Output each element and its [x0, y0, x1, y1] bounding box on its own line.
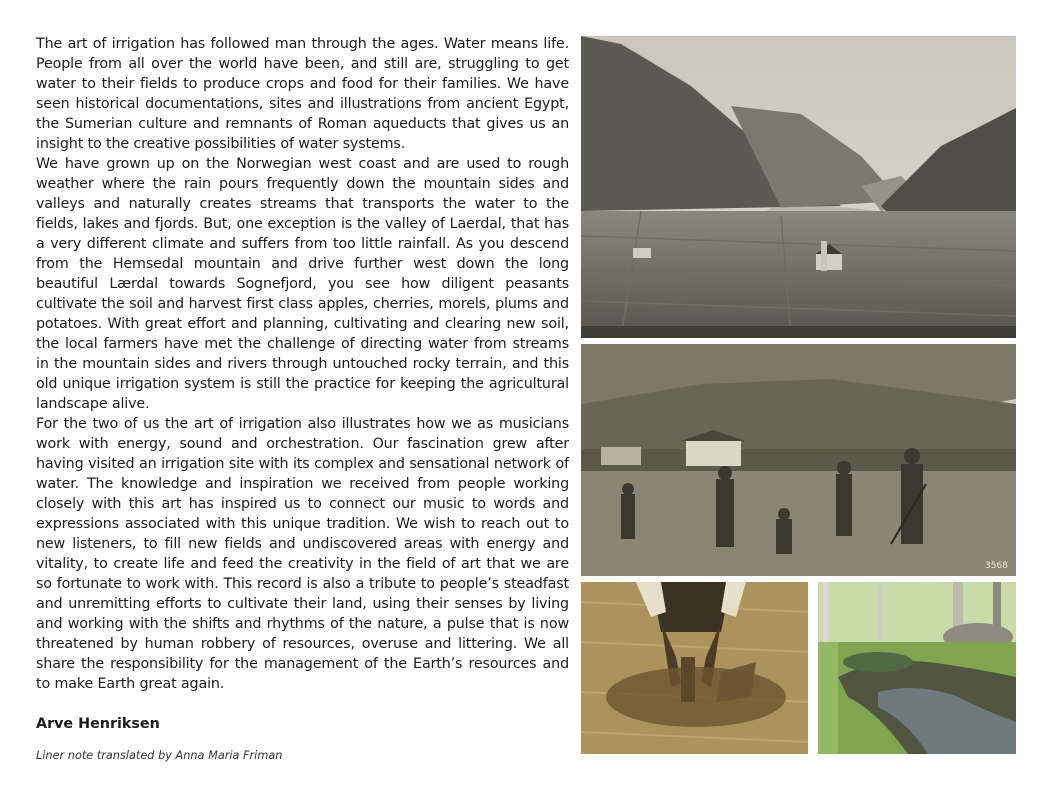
paragraph-musicians: For the two of us the art of irrigation also illustrates how we as musicians work with energy, sound and orchestration. Our fascination grew after having visited an irrigation site with its complex and sensational network of water. The knowledge and inspiration we received from people working closely with this art has inspired us to connect our music to words and expressions associated with this unique tradition. We wish to reach out to new listeners, to fill new fields and undiscovered areas with energy and vitality, to create life and feed the creativity in the field of art that we are so fortunate to work with. This record is also a tribute to people’s steadfast and unremitting efforts to cultivate their land, using their senses by living and working with the shifts and rhythms of the nature, a pulse that is now threatened by human robbery of resources, overuse and littering. We all share the responsibility for the management of the Earth’s resources and to make Earth great again.	[36, 416, 569, 692]
paragraph-laerdal: We have grown up on the Norwegian west coast and are used to rough weather where the rain pours frequently down the mountain sides and valleys and naturally creates streams that transports the water to the fields, lakes and fjords. But, one exception is the valley of Laerdal, that has a very different climate and suffers from too little rainfall. As you descend from the Hemsedal mountain and drive further west down the long beautiful Lærdal towards Sognefjord, you see how diligent peasants cultivate the soil and harvest first class apples, cherries, morels, plums and potatoes. With great effort and planning, cultivating and clearing new soil, the local farmers have met the challenge of directing water from streams in the mountain sides and rivers through untouched rocky terrain, and this old unique irrigation system is still the practice for keeping the agricultural landscape alive.	[36, 156, 569, 412]
paragraph-intro: The art of irrigation has followed man through the ages. Water means life. People from all over the world have been, and still are, struggling to get water to their fields to produce crops and food for their families. We have seen historical documentations, sites and illustrations from ancient Egypt, the Sumerian culture and remnants of Roman aqueducts that gives us an insight to the creative possibilities of water systems.	[36, 36, 569, 152]
translator-credit: Liner note translated by Anna Maria Friman	[36, 749, 283, 762]
photo-valley-church	[581, 36, 1016, 338]
photo-farm-workers	[581, 344, 1016, 576]
photo-hands-water	[581, 582, 808, 754]
photo-number: 3568	[985, 561, 1008, 571]
liner-notes	[36, 34, 569, 764]
photo-forest-stream	[818, 582, 1016, 754]
author-name: Arve Henriksen	[36, 716, 160, 732]
